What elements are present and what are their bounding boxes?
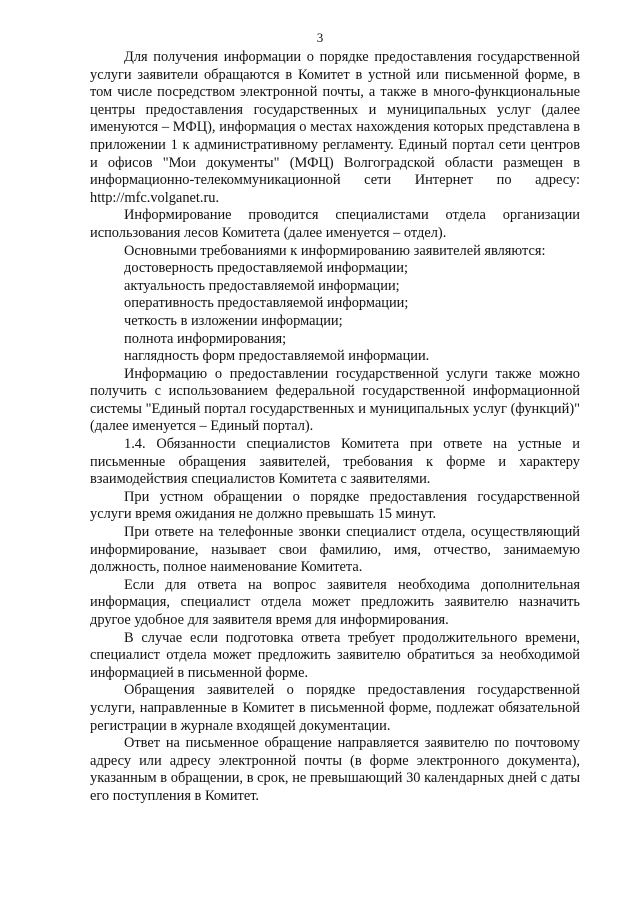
paragraph-oral-request: При устном обращении о порядке предоставления государственной услуги время ожидания не должно превышать 15 минут. [90,488,580,523]
paragraph-phone-calls: При ответе на телефонные звонки специалист отдела, осуществляющий информирование, называет свои фамилию, имя, отчество, занимаемую должность, полное наименование Комитета. [90,524,580,576]
list-item: полнота информирования; [124,330,287,347]
list-item: достоверность предоставляемой информации; [124,260,408,277]
list-item: актуальность предоставляемой информации; [124,277,400,294]
paragraph-written-response: Ответ на письменное обращение направляется заявителю по почтовому адресу или адресу электронной почты (в форме электронного документа), указанным в обращении, в срок, не превышающий 30 календарных дней с даты его поступления в Комитет. [90,735,580,804]
paragraph-unified-portal: Информацию о предоставлении государственной услуги также можно получить с использованием федеральной государственной информационной системы "Единый портал государственных и муниципальных услуг (функций)" (далее именуется – Единый портал). [90,365,580,435]
list-item: оперативность предоставляемой информации; [124,295,409,312]
section-1-4-heading: 1.4. Обязанности специалистов Комитета при ответе на устные и письменные обращения заявителей, требования к форме и характеру взаимодействия специалистов Комитета с заявителями. [90,436,580,488]
document-body [90,49,580,806]
list-item: наглядность форм предоставляемой информации. [124,348,430,365]
paragraph-additional-info: Если для ответа на вопрос заявителя необходима дополнительная информация, специалист отдела может предложить заявителю назначить другое удобное для заявителя время для информирования. [90,576,580,628]
list-item: четкость в изложении информации; [124,312,343,329]
requirements-list [90,260,580,366]
paragraph-long-preparation: В случае если подготовка ответа требует продолжительного времени, специалист отдела может предложить заявителю обратиться за необходимой информацией в письменной форме. [90,629,580,681]
paragraph-informing-staff: Информирование проводится специалистами отдела организации использования лесов Комитета (далее именуется – отдел). [90,207,580,241]
paragraph-written-requests: Обращения заявителей о порядке предоставления государственной услуги, направленные в Комитет в письменной форме, подлежат обязательной регистрации в журнале входящей документации. [90,682,580,734]
paragraph-requirements-intro: Основными требованиями к информированию заявителей являются: [124,242,546,259]
paragraph-info-sources: Для получения информации о порядке предоставления государственной услуги заявители обращаются в Комитет в устной или письменной форме, в том числе посредством электронной почты, а также в много-функциональные центры предоставления государственных и муниципальных услуг (далее именуются – МФЦ), информация о местах нахождения которых представлена в приложении 1 к административному регламенту. Единый портал сети центров и офисов "Мои документы" (МФЦ) Волгоградской области размещен в информационно-телекоммуникационной сети Интернет по адресу: http://mfc.volganet.ru. [90,49,580,206]
page-number: 3 [316,30,324,45]
